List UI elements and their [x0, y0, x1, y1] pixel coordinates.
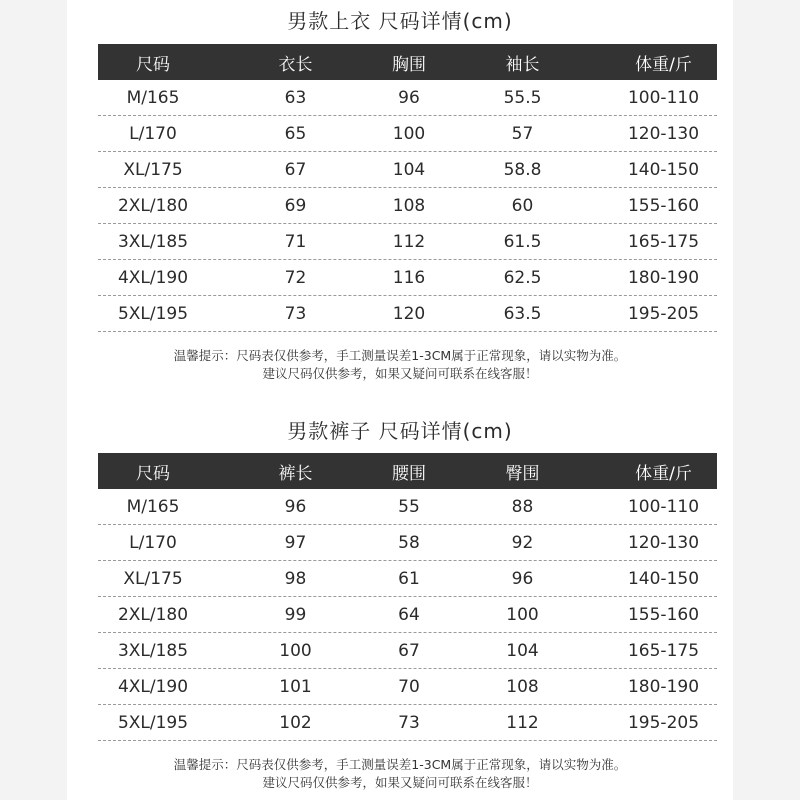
table-cell: 96	[511, 568, 534, 589]
column-header: 裤长	[278, 463, 313, 484]
table-cell: 2XL/180	[117, 195, 189, 216]
table-cell: 88	[511, 496, 534, 517]
table-cell: 3XL/185	[117, 231, 189, 252]
table-row	[98, 224, 717, 260]
table-cell: 100	[506, 604, 539, 625]
table-cell: 104	[392, 159, 426, 180]
table-row	[98, 188, 717, 224]
table-cell: 5XL/195	[117, 712, 189, 733]
table-cell: 108	[506, 676, 539, 697]
table-cell: 55.5	[503, 87, 542, 108]
table-row	[98, 669, 717, 705]
table-cell: 4XL/190	[117, 267, 189, 288]
table-cell: 57	[511, 123, 534, 144]
table-cell: 165-175	[627, 640, 700, 661]
table-row	[98, 489, 717, 525]
table-cell: 61	[398, 568, 420, 589]
table-cell: 108	[392, 195, 426, 216]
table-cell: 155-160	[627, 195, 700, 216]
table-cell: 180-190	[627, 267, 700, 288]
table-cell: 2XL/180	[117, 604, 189, 625]
table-cell: 98	[284, 568, 307, 589]
table-cell: 58.8	[503, 159, 542, 180]
table-cell: XL/175	[123, 159, 183, 180]
column-header: 臀围	[505, 463, 540, 484]
pants-note	[67, 756, 733, 792]
table-cell: 96	[398, 87, 420, 108]
table-row	[98, 152, 717, 188]
table-cell: 92	[511, 532, 534, 553]
pants-title: 男款裤子 尺码详情(cm)	[287, 419, 513, 443]
pants-header-row	[98, 453, 717, 489]
table-row	[98, 705, 717, 741]
table-cell: 102	[279, 712, 312, 733]
table-cell: 3XL/185	[117, 640, 189, 661]
table-row	[98, 633, 717, 669]
table-cell: 72	[284, 267, 307, 288]
table-row	[98, 116, 717, 152]
column-header: 尺码	[136, 54, 170, 75]
table-cell: 67	[284, 159, 307, 180]
tops-note	[67, 347, 733, 383]
table-row	[98, 296, 717, 332]
table-cell: 112	[392, 231, 426, 252]
table-cell: 60	[511, 195, 534, 216]
table-cell: 120-130	[627, 123, 700, 144]
table-cell: 100-110	[627, 496, 700, 517]
column-header: 袖长	[505, 54, 540, 75]
table-cell: 100-110	[627, 87, 700, 108]
table-cell: 112	[506, 712, 539, 733]
table-cell: L/170	[129, 532, 177, 553]
table-cell: 73	[284, 303, 307, 324]
table-cell: 65	[284, 123, 307, 144]
table-cell: 96	[284, 496, 307, 517]
table-row	[98, 260, 717, 296]
table-row	[98, 80, 717, 116]
table-cell: 120	[392, 303, 426, 324]
table-cell: 100	[392, 123, 426, 144]
tops-size-table	[98, 44, 717, 332]
column-header: 腰围	[392, 463, 426, 484]
table-cell: 67	[398, 640, 420, 661]
table-cell: 5XL/195	[117, 303, 189, 324]
table-cell: 120-130	[627, 532, 700, 553]
tops-header-row	[98, 44, 717, 80]
table-cell: 55	[398, 496, 420, 517]
table-row	[98, 597, 717, 633]
table-cell: 195-205	[627, 303, 700, 324]
table-cell: M/165	[126, 496, 180, 517]
table-cell: 4XL/190	[117, 676, 189, 697]
tops-title: 男款上衣 尺码详情(cm)	[287, 9, 513, 33]
table-cell: 165-175	[627, 231, 700, 252]
table-row	[98, 561, 717, 597]
table-cell: 140-150	[627, 568, 700, 589]
table-cell: 63	[284, 87, 307, 108]
table-cell: 69	[284, 195, 307, 216]
column-header: 衣长	[278, 54, 313, 75]
table-cell: 100	[279, 640, 312, 661]
column-header: 体重/斤	[635, 54, 692, 75]
table-cell: XL/175	[123, 568, 183, 589]
table-cell: 101	[279, 676, 312, 697]
table-cell: 58	[398, 532, 420, 553]
table-cell: 195-205	[627, 712, 700, 733]
table-cell: M/165	[126, 87, 180, 108]
column-header: 体重/斤	[635, 463, 692, 484]
table-cell: L/170	[129, 123, 177, 144]
column-header: 胸围	[392, 54, 426, 75]
tops-note-line-1: 温馨提示：尺码表仅供参考，手工测量误差1-3CM属于正常现象，请以实物为准。	[173, 348, 627, 363]
table-cell: 97	[284, 532, 307, 553]
table-cell: 71	[284, 231, 307, 252]
table-cell: 70	[398, 676, 420, 697]
table-cell: 104	[506, 640, 539, 661]
size-chart-page	[67, 0, 733, 800]
pants-note-line-1: 温馨提示：尺码表仅供参考，手工测量误差1-3CM属于正常现象，请以实物为准。	[173, 757, 627, 772]
column-header: 尺码	[136, 463, 170, 484]
table-cell: 63.5	[503, 303, 542, 324]
table-cell: 140-150	[627, 159, 700, 180]
table-row	[98, 525, 717, 561]
table-cell: 116	[392, 267, 426, 288]
table-cell: 155-160	[627, 604, 700, 625]
pants-note-line-2: 建议尺码仅供参考，如果又疑问可联系在线客服！	[262, 775, 538, 790]
table-cell: 180-190	[627, 676, 700, 697]
table-cell: 61.5	[503, 231, 542, 252]
table-cell: 73	[398, 712, 420, 733]
table-cell: 62.5	[503, 267, 542, 288]
table-cell: 64	[398, 604, 420, 625]
table-cell: 99	[284, 604, 307, 625]
pants-size-table	[98, 453, 717, 741]
tops-note-line-2: 建议尺码仅供参考，如果又疑问可联系在线客服！	[262, 366, 538, 381]
